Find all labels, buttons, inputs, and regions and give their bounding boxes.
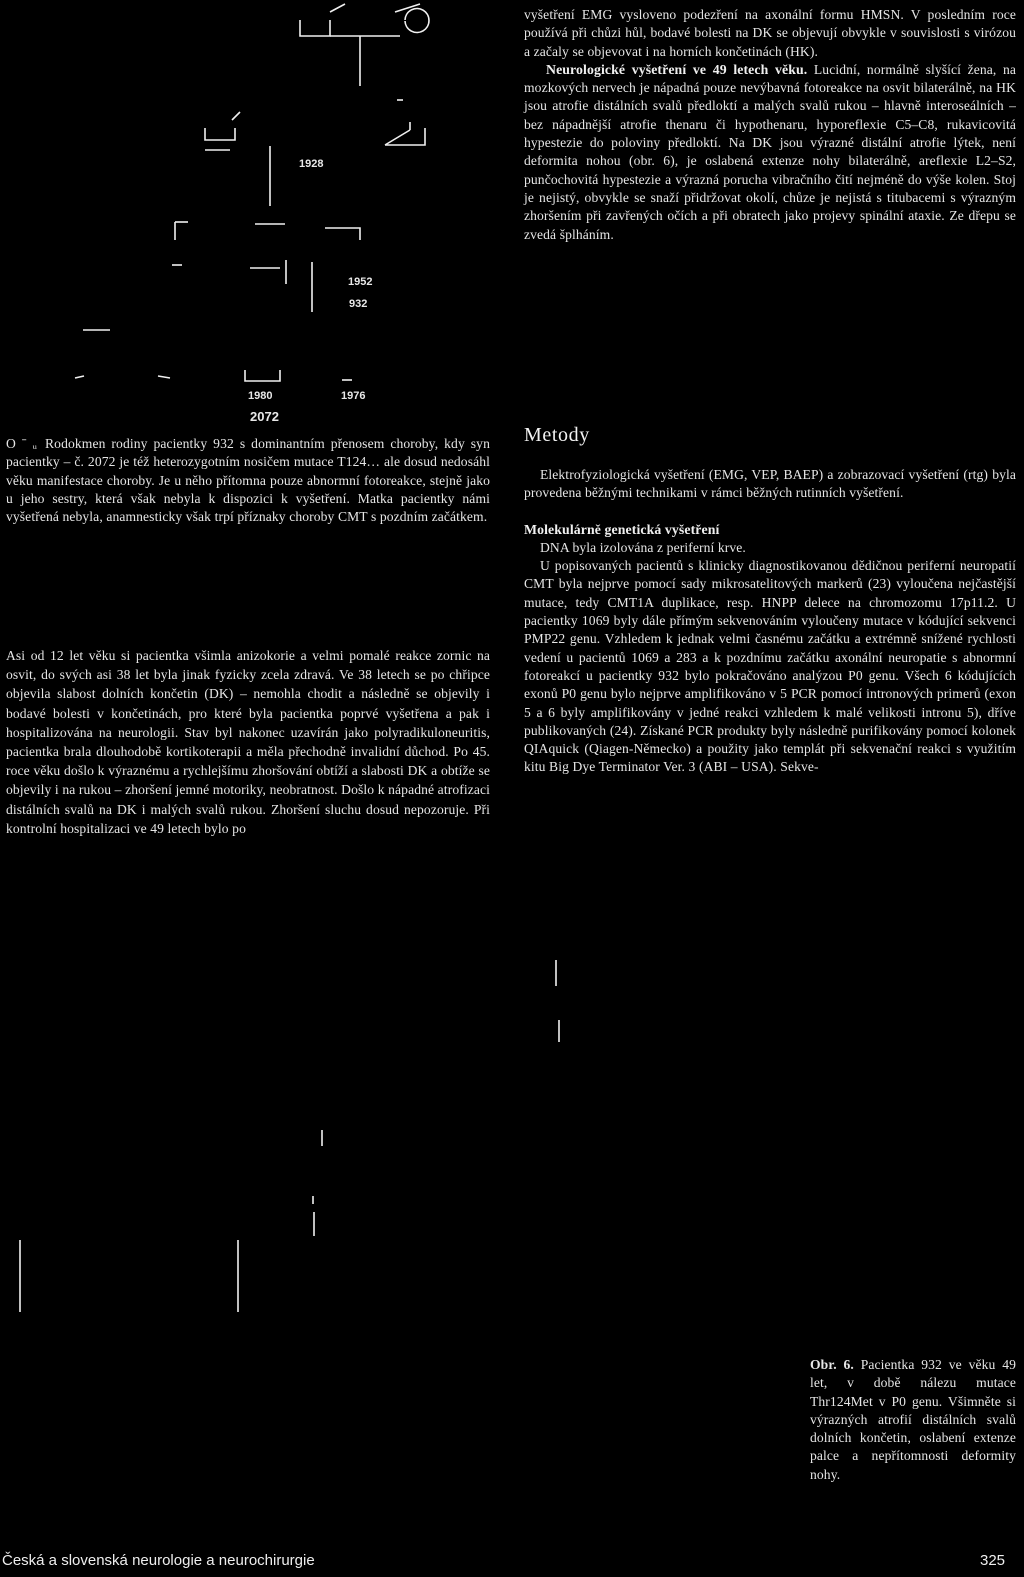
pedigree-line: [75, 376, 84, 378]
pedigree-caption-text: Rodokmen rodiny pacientky 932 s dominantním přenosem choroby, kdy syn pacientky – č. 2072 je též heterozygotním nosičem mutace T124… ale dosud nedosáhl věku manifestace choroby. Je u něho přítomna pouze abnormní fotoreakce, stejně jako u jeho sestry, která však nebyla k dispozici k vyšetření. Matka pacientky námi vyšetřená nebyla, anamnesticky však trpí příznaky choroby CMT s pozdním začátkem.: [6, 436, 490, 525]
dna-isolation-paragraph: DNA byla izolována z periferní krve.: [540, 539, 746, 555]
pedigree-label-932: 932: [349, 298, 368, 310]
pedigree-line: [330, 4, 345, 12]
pedigree-label-1980: 1980: [248, 390, 273, 402]
molecular-genetics-heading: Molekulárně genetická vyšetření: [524, 521, 720, 537]
pedigree-line: [385, 128, 425, 145]
methods-intro-paragraph: Elektrofyziologická vyšetření (EMG, VEP, BAEP) a zobrazovací vyšetření (rtg) byla provedena běžnými technikami v rámci běžných rutinních vyšetření.: [524, 467, 1016, 501]
left-body-text: Asi od 12 let věku si pacientka všimla anizokorie a velmi pomalé reakce zornic na osvit, do svých asi 38 let byla jinak fyzicky zcela zdravá. Ve 38 letech se po chřipce objevila slabost dolních končetin (DK) – nemohla chodit a následně se objevily i bodavé bolesti v končetinách, pro které byla pacientka poprvé vyšetřena a pak i hospitalizována na neurologii. Stav byl nakonec uzavírán jako polyradikuloneuritis, pacientka brala dlouhodobě kortikoterapii a měla přechodně invalidní důchod. Po 45. roce věku došlo k výraznému a rychlejšímu zhoršování obtíží a slabosti DK a obtíže se objevily i na rukou – zhoršení jemné motoriky, neobratnost. Došlo k nápadné atrofizaci distálních svalů na DK i malých svalů rukou. Zhoršení sluchu dosud nepozoruje. Při kontrolní hospitalizaci ve 49 letech bylo po: [6, 648, 490, 836]
pedigree-label-2072: 2072: [250, 409, 279, 424]
patient-photo: [0, 960, 800, 1340]
fig6-caption: [810, 1356, 1016, 1484]
pedigree-line: [325, 228, 360, 240]
pedigree-caption: [6, 435, 490, 526]
patient-photo-outlines: [0, 960, 800, 1340]
methods-heading: Metody: [524, 424, 590, 446]
journal-title: Česká a slovenská neurologie a neurochirurgie: [2, 1552, 315, 1569]
case-history-paragraph: vyšetření EMG vysloveno podezření na axonální formu HMSN. V posledním roce používá při chůzi hůl, bodavé bolesti na DK se objevují obvykle v souvislosti s virózou a začaly se objevovat i na horních končetinách (HK).: [524, 7, 1016, 59]
pedigree-line: [205, 128, 235, 140]
pedigree-line: [405, 9, 429, 33]
neurological-exam-heading: Neurologické vyšetření ve 49 letech věku.: [546, 61, 808, 77]
right-top-text: [524, 6, 1016, 244]
fig6-caption-text: Pacientka 932 ve věku 49 let, v době nálezu mutace Thr124Met v P0 genu. Všimněte si výrazných atrofií distálních svalů dolních končetin, oslabení extenze palce a nepřítomnosti deformity nohy.: [810, 1357, 1016, 1482]
pedigree-label-1928: 1928: [299, 158, 324, 170]
pedigree-line: [158, 376, 170, 378]
pedigree-diagram: [0, 0, 520, 430]
methods-text: [524, 466, 1016, 777]
p0-analysis-paragraph: U popisovaných pacientů s klinicky diagnostikovanou dědičnou periferní neuropatií CMT byla nejprve pomocí sady mikrosatelitových markerů (23) vyloučena nejčastější mutace, tedy CMT1A duplikace, resp. HNPP delece na chromozomu 17p11.2. U pacientky 1069 byly dále přímým sekvenováním vyloučeny mutace v kódující sekvenci PMP22 genu. Vzhledem k jednak velmi časnému začátku a extrémně snížené rychlosti vedení u pacientů 1069 a 283 a k pozdnímu začátku axonální neuropatie s abnormní fotoreakcí u pacientky 932 bylo pokračováno analýzou P0 genu. Všech 6 kódujících exonů P0 genu bylo nejprve amplifikováno v 5 PCR pomocí intronových primerů (exon 5 a 6 byly amplifikovány v jedné reakci vzhledem k malé velikosti intronu 5), dříve publikovaných (24). Získané PCR produkty byly následně purifikovány pomocí kolonek QIAquick (Qiagen-Německo) a použity jako templát při sekvenační reakci s využitím kitu Big Dye Terminator Ver. 3 (ABI – USA). Sekve-: [524, 558, 1016, 775]
pedigree-line: [385, 130, 410, 145]
pedigree-line: [300, 20, 330, 36]
page-number: 325: [980, 1552, 1006, 1569]
fig6-caption-label: Obr. 6.: [810, 1357, 854, 1372]
pedigree-line: [245, 370, 280, 381]
neurological-exam-text: Lucidní, normálně slyšící žena, na mozkových nervech je nápadná pouze nevýbavná fotoreakce na osvit bilaterálně, na HK jsou atrofie distálních svalů předloktí a malých svalů rukou – hlavně interoseálních – bez nápadnější atrofie thenaru či hypothenaru, hyporeflexie C5–C8, rukavicovitá hypestezie do poloviny předloktí. Na DK jsou výrazné distální atrofie lýtek, není deformita nohou (obr. 6), je oslabená extenze nohy bilaterálně, areflexie L2–S2, punčochovitá hypestezie a výrazná porucha vibračního čití nejméně do výše kolen. Stoj je nejistý, obvykle se snaží přidržovat okolí, chůze je nejistá s titubacemi s výrazným zhoršením při zavřených očích a při obratech jako projevy spinální ataxie. Ze dřepu se zvedá šplháním.: [524, 61, 1017, 242]
pedigree-caption-label: O ˉ ᵤ: [6, 436, 38, 451]
pedigree-label-1952: 1952: [348, 276, 373, 288]
pedigree-line: [232, 112, 240, 120]
pedigree-label-1976: 1976: [341, 390, 366, 402]
